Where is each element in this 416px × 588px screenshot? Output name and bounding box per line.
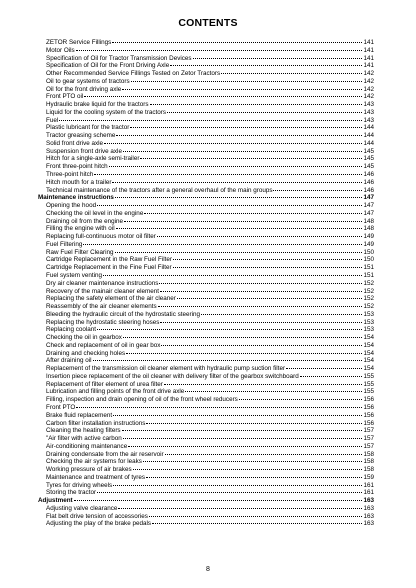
toc-entry-title: Dry air cleaner maintenance instructions bbox=[46, 279, 159, 287]
toc-entry-page: 156 bbox=[363, 419, 374, 427]
toc-entry-page: 153 bbox=[363, 318, 374, 326]
toc-entry-title: Filling the engine with oil bbox=[46, 225, 115, 233]
toc-entry-page: 142 bbox=[363, 85, 374, 93]
toc-entry-title: Opening the hood bbox=[46, 202, 97, 210]
toc-entry-title: Front three-point hitch bbox=[46, 163, 108, 171]
toc-entry-title: Raw Fuel Filter Clearing bbox=[46, 248, 114, 256]
toc-dot-leader bbox=[118, 504, 362, 509]
toc-entry-page: 158 bbox=[363, 466, 374, 474]
toc-dot-leader bbox=[170, 61, 362, 66]
toc-entry-title: Draining condensate from the air reservoir bbox=[46, 450, 164, 458]
toc-entry-title: Technical maintenance of the tractors after a general overhaul of the main groups bbox=[46, 186, 273, 194]
toc-dot-leader bbox=[93, 356, 363, 361]
toc-dot-leader bbox=[104, 139, 362, 144]
toc-entry-title: Checking the air systems for leaks bbox=[46, 458, 142, 466]
toc-dot-leader bbox=[84, 92, 362, 97]
toc-dot-leader bbox=[173, 255, 362, 260]
toc-entry-page: 145 bbox=[363, 155, 374, 163]
toc-entry-page: 144 bbox=[363, 139, 374, 147]
toc-entry-title: Other Recommended Service Fillings Tested on Zetor Tractors bbox=[46, 70, 221, 78]
toc-entry-title: Air-conditioning maintenance bbox=[46, 442, 128, 450]
toc-entry-page: 159 bbox=[363, 473, 374, 481]
toc-dot-leader bbox=[122, 426, 363, 431]
toc-entry-title: Draining oil from the engine bbox=[46, 217, 124, 225]
toc-dot-leader bbox=[103, 271, 362, 276]
toc-dot-leader bbox=[76, 403, 362, 408]
toc-entry-page: 142 bbox=[363, 77, 374, 85]
toc-entry-page: 153 bbox=[363, 326, 374, 334]
toc-entry-title: Cleaning the heating filters bbox=[46, 427, 121, 435]
toc-dot-leader bbox=[158, 302, 363, 307]
toc-entry-title: "Air filter with active carbon bbox=[46, 435, 122, 443]
toc-entry-page: 141 bbox=[363, 54, 374, 62]
toc-entry-title: Adjusting valve clearance bbox=[46, 504, 118, 512]
toc-entry-page: 148 bbox=[363, 217, 374, 225]
toc-entry-page: 154 bbox=[363, 334, 374, 342]
toc-entry-title: Oil for the front driving axle bbox=[46, 85, 122, 93]
toc-entry-page: 154 bbox=[363, 357, 374, 365]
toc-dot-leader bbox=[146, 419, 362, 424]
toc-dot-leader bbox=[149, 512, 363, 517]
toc-entry-page: 145 bbox=[363, 163, 374, 171]
toc-entry-page: 163 bbox=[363, 497, 374, 505]
toc-entry-page: 152 bbox=[363, 295, 374, 303]
toc-entry-page: 149 bbox=[363, 240, 374, 248]
toc-entry-page: 154 bbox=[363, 349, 374, 357]
toc-entry-page: 145 bbox=[363, 147, 374, 155]
toc-dot-leader bbox=[131, 77, 363, 82]
toc-entry-title: Liquid for the cooling system of the tractors bbox=[46, 108, 167, 116]
page-title: CONTENTS bbox=[178, 17, 238, 29]
toc-entry-title: Hydraulic brake liquid for the tractors bbox=[46, 101, 149, 109]
toc-entry-page: 148 bbox=[363, 225, 374, 233]
toc-dot-leader bbox=[177, 294, 363, 299]
toc-entry-title: Working pressure of air brakes bbox=[46, 466, 132, 474]
toc-dot-leader bbox=[239, 395, 363, 400]
toc-entry-title: Solid front drive axle bbox=[46, 139, 104, 147]
toc-entry-page: 143 bbox=[363, 108, 374, 116]
toc-entry-page: 142 bbox=[363, 70, 374, 78]
toc-entry-title: Carbon filter installation instructions bbox=[46, 419, 146, 427]
toc-dot-leader bbox=[146, 473, 362, 478]
toc-dot-leader bbox=[300, 372, 363, 377]
toc-dot-leader bbox=[97, 488, 362, 493]
toc-dot-leader bbox=[143, 457, 363, 462]
toc-dot-leader bbox=[140, 154, 362, 159]
toc-entry-title: Maintenance instructions bbox=[38, 194, 114, 202]
toc-entry-title: Specification of Oil for Tractor Transmission Devices bbox=[46, 54, 192, 62]
toc-dot-leader bbox=[150, 100, 363, 105]
toc-entry-title: Replacing coolant bbox=[46, 326, 97, 334]
toc-dot-leader bbox=[113, 481, 362, 486]
toc-dot-leader bbox=[109, 162, 363, 167]
toc-dot-leader bbox=[128, 442, 362, 447]
toc-entry-title: Check and replacement of oil in gear box bbox=[46, 341, 161, 349]
toc-entry-page: 163 bbox=[363, 520, 374, 528]
toc-entry-title: Plastic lubricant for the tractor bbox=[46, 124, 130, 132]
toc-entry-title: After draining oil bbox=[46, 357, 92, 365]
toc-dot-leader bbox=[273, 186, 362, 191]
toc-entry-title: Fuel Filtering bbox=[46, 240, 83, 248]
toc-entry-page: 163 bbox=[363, 504, 374, 512]
toc-entry-page: 146 bbox=[363, 171, 374, 179]
toc-entry-title: Brake fluid replacement bbox=[46, 411, 113, 419]
toc-dot-leader bbox=[76, 46, 363, 51]
toc-entry-page: 152 bbox=[363, 287, 374, 295]
toc-entry-page: 150 bbox=[363, 248, 374, 256]
toc-entry-page: 156 bbox=[363, 403, 374, 411]
toc-dot-leader bbox=[286, 364, 362, 369]
toc-dot-leader bbox=[123, 333, 363, 338]
toc-entry-title: Hitch for a single-axle semi-trailer bbox=[46, 155, 140, 163]
toc-entry-title: Replacing the safety element of the air cleaner bbox=[46, 295, 176, 303]
table-of-contents bbox=[38, 39, 374, 528]
toc-entry-title: Insertion piece replacement of the oil cleaner with delivery filter of the gearbox switchboard bbox=[46, 372, 299, 380]
toc-entry-title: Replacement of the transmission oil cleaner element with hydraulic pump suction filter bbox=[46, 365, 286, 373]
toc-entry-page: 146 bbox=[363, 178, 374, 186]
toc-entry-page: 155 bbox=[363, 372, 374, 380]
toc-entry-title: Front PTO oil bbox=[46, 93, 84, 101]
toc-dot-leader bbox=[221, 69, 362, 74]
toc-dot-leader bbox=[159, 279, 362, 284]
toc-entry-page: 143 bbox=[363, 101, 374, 109]
toc-entry-title: Fuel system venting bbox=[46, 271, 102, 279]
toc-dot-leader bbox=[112, 38, 362, 43]
toc-entry-title: Suspension front drive axle bbox=[46, 147, 122, 155]
toc-entry-page: 149 bbox=[363, 233, 374, 241]
toc-dot-leader bbox=[112, 178, 362, 183]
toc-dot-leader bbox=[173, 263, 363, 268]
toc-entry-page: 152 bbox=[363, 279, 374, 287]
toc-entry-title: ZETOR Service Fillings bbox=[46, 39, 112, 46]
toc-entry-page: 141 bbox=[363, 39, 374, 46]
toc-dot-leader bbox=[124, 217, 362, 222]
toc-entry-page: 141 bbox=[363, 46, 374, 54]
toc-entry-title: Filling, inspection and drain opening of oil of the front wheel reducers bbox=[46, 396, 238, 404]
toc-dot-leader bbox=[193, 54, 363, 59]
toc-dot-leader bbox=[185, 387, 362, 392]
toc-entry-page: 157 bbox=[363, 427, 374, 435]
toc-entry-page: 143 bbox=[363, 116, 374, 124]
page-number: 8 bbox=[206, 566, 210, 573]
toc-entry-title: Flat belt drive tension of accessories bbox=[46, 512, 148, 520]
toc-entry-page: 154 bbox=[363, 365, 374, 373]
toc-entry-page: 147 bbox=[363, 209, 374, 217]
toc-dot-leader bbox=[59, 116, 362, 121]
toc-entry-page: 158 bbox=[363, 450, 374, 458]
toc-entry-page: 147 bbox=[363, 202, 374, 210]
toc-dot-leader bbox=[167, 108, 362, 113]
toc-entry-title: Adjustment bbox=[38, 497, 73, 505]
toc-entry-page: 155 bbox=[363, 380, 374, 388]
toc-dot-leader bbox=[122, 85, 362, 90]
toc-dot-leader bbox=[123, 147, 363, 152]
toc-dot-leader bbox=[116, 131, 362, 136]
toc-entry-page: 154 bbox=[363, 341, 374, 349]
toc-entry-page: 152 bbox=[363, 303, 374, 311]
toc-entry-page: 156 bbox=[363, 411, 374, 419]
toc-entry-page: 141 bbox=[363, 62, 374, 70]
toc-dot-leader bbox=[164, 380, 363, 385]
toc-entry-page: 161 bbox=[363, 481, 374, 489]
toc-entry-title: Replacement of filter element of urea filter bbox=[46, 380, 163, 388]
toc-entry-title: Cartridge Replacement in the Raw Fuel Filter bbox=[46, 256, 172, 264]
toc-dot-leader bbox=[115, 193, 363, 198]
toc-entry-title: Bleeding the hydraulic circuit of the hydrostatic steering bbox=[46, 310, 201, 318]
toc-entry-title: Lubrication and filling points of the front drive axle bbox=[46, 388, 185, 396]
toc-entry-title: Motor Oils bbox=[46, 46, 75, 54]
toc-dot-leader bbox=[83, 240, 362, 245]
toc-dot-leader bbox=[133, 465, 363, 470]
toc-entry-page: 151 bbox=[363, 264, 374, 272]
toc-dot-leader bbox=[94, 170, 362, 175]
toc-entry-page: 153 bbox=[363, 310, 374, 318]
toc-dot-leader bbox=[97, 325, 362, 330]
toc-entry-page: 157 bbox=[363, 442, 374, 450]
toc-entry-page: 163 bbox=[363, 512, 374, 520]
toc-dot-leader bbox=[115, 248, 363, 253]
toc-entry-title: Tyres for driving wheels bbox=[46, 481, 113, 489]
toc-entry-title: Checking the oil level in the engine bbox=[46, 209, 144, 217]
toc-entry-page: 144 bbox=[363, 132, 374, 140]
toc-entry-title: Recovery of the mainair cleaner element bbox=[46, 287, 160, 295]
toc-entry-title: Replacing full-continuous motor oil filter bbox=[46, 233, 156, 241]
toc-dot-leader bbox=[152, 519, 362, 524]
toc-dot-leader bbox=[116, 224, 363, 229]
toc-entry-title: Fuel bbox=[46, 116, 59, 124]
toc-dot-leader bbox=[160, 318, 362, 323]
toc-dot-leader bbox=[113, 411, 362, 416]
toc-entry-page: 161 bbox=[363, 489, 374, 497]
toc-dot-leader bbox=[160, 287, 362, 292]
toc-entry-page: 156 bbox=[363, 396, 374, 404]
toc-entry-page: 157 bbox=[363, 435, 374, 443]
toc-dot-leader bbox=[161, 341, 362, 346]
toc-entry-title: Draining and checking holes bbox=[46, 349, 126, 357]
toc-dot-leader bbox=[130, 123, 362, 128]
toc-entry-title: Reassembly of the air cleaner elements bbox=[46, 303, 157, 311]
toc-entry-title: Oil to gear systems of tractors bbox=[46, 77, 130, 85]
toc-dot-leader bbox=[201, 310, 362, 315]
toc-entry-page: 147 bbox=[363, 194, 374, 202]
toc-entry-page: 142 bbox=[363, 93, 374, 101]
toc-dot-leader bbox=[126, 349, 362, 354]
toc-dot-leader bbox=[97, 201, 362, 206]
toc-dot-leader bbox=[74, 496, 363, 501]
toc-entry-page: 146 bbox=[363, 186, 374, 194]
toc-dot-leader bbox=[157, 232, 363, 237]
toc-entry bbox=[38, 520, 374, 528]
toc-entry-title: Front PTO bbox=[46, 403, 76, 411]
toc-entry-page: 144 bbox=[363, 124, 374, 132]
toc-entry-page: 150 bbox=[363, 256, 374, 264]
toc-dot-leader bbox=[165, 450, 363, 455]
toc-entry-title: Storing the tractor bbox=[46, 489, 97, 497]
toc-entry-title: Hitch mouth for a trailer bbox=[46, 178, 112, 186]
toc-entry-page: 155 bbox=[363, 388, 374, 396]
toc-entry-title: Maintenance and treatment of tyres bbox=[46, 473, 146, 481]
toc-entry-page: 151 bbox=[363, 271, 374, 279]
toc-dot-leader bbox=[123, 434, 363, 439]
toc-entry-title: Three-point hitch bbox=[46, 171, 94, 179]
toc-entry-page: 158 bbox=[363, 458, 374, 466]
toc-entry-title: Adjusting the play of the brake pedals bbox=[46, 520, 152, 528]
toc-entry-title: Checking the oil in gearbox bbox=[46, 334, 122, 342]
toc-entry-title: Tractor greasing scheme bbox=[46, 132, 116, 140]
toc-entry-title: Specification of Oil for the Front Driving Axle bbox=[46, 62, 170, 70]
toc-entry-title: Replacing the hydrostatic steering hoses bbox=[46, 318, 160, 326]
toc-entry-title: Cartridge Replacement in the Fine Fuel Filter bbox=[46, 264, 172, 272]
toc-dot-leader bbox=[144, 209, 362, 214]
